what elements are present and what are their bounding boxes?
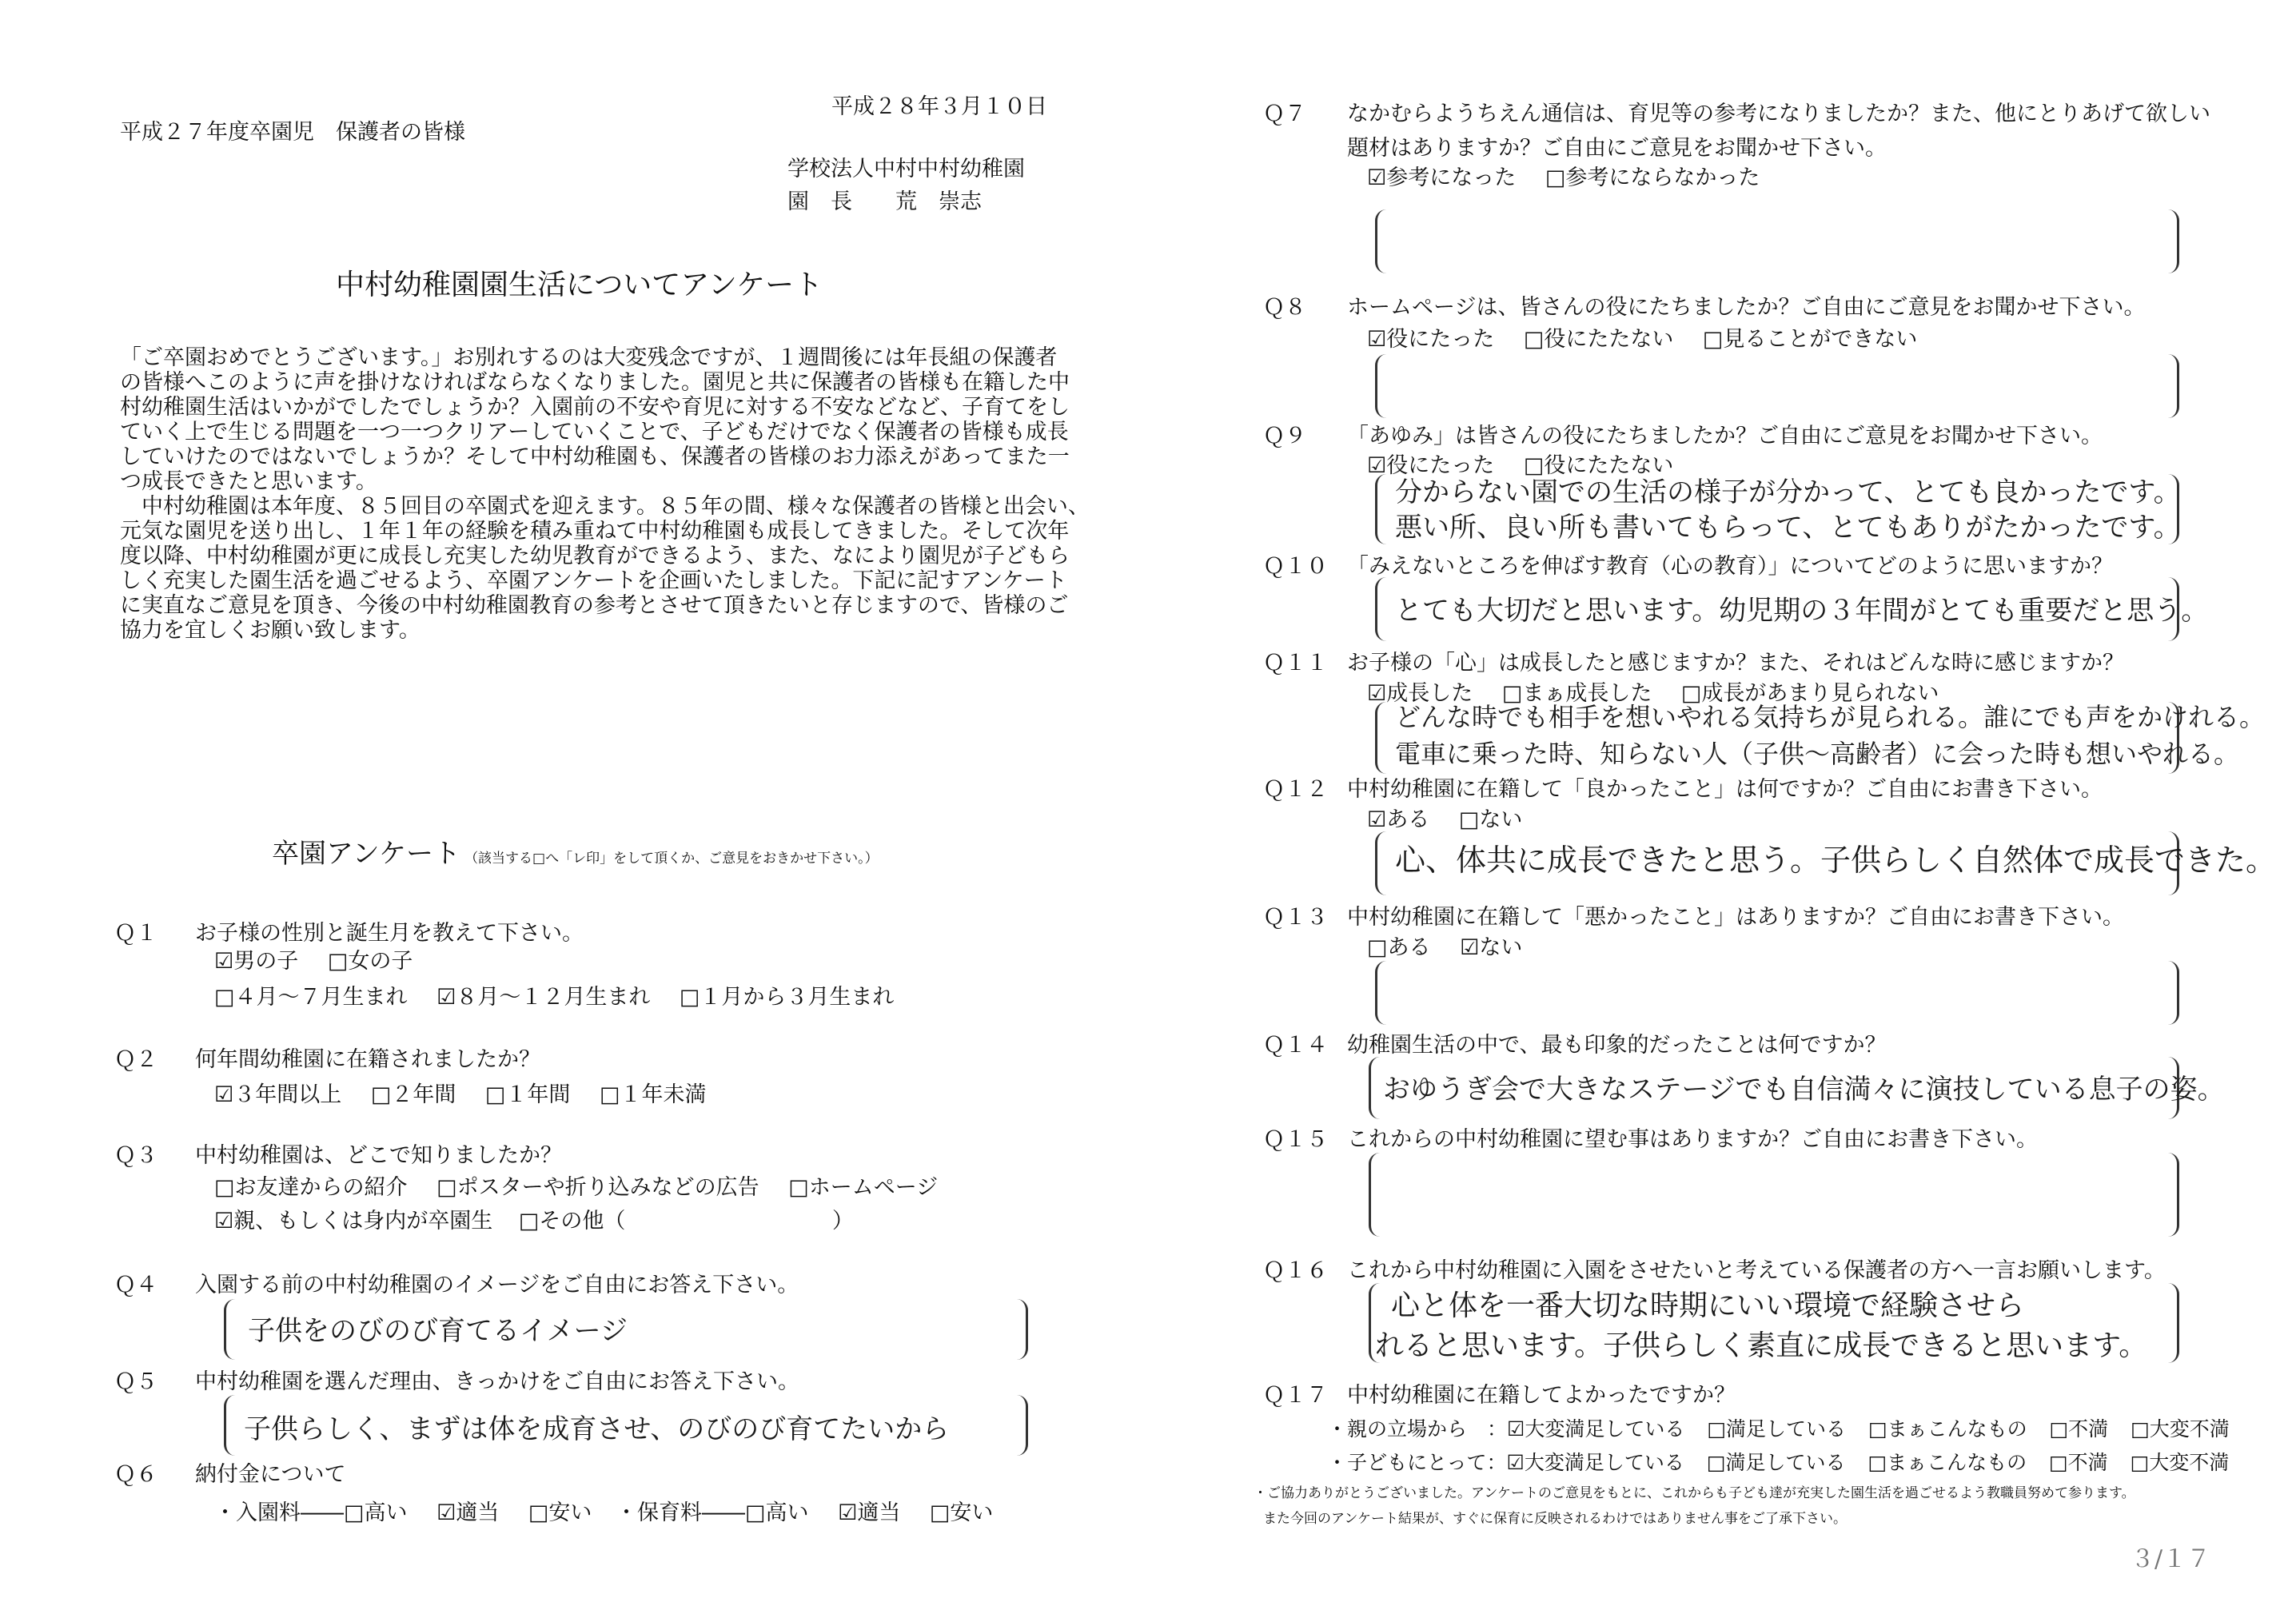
q13-text: 中村幼稚園に在籍して「悪かったこと」はありますか？ご自由にお書き下さい。: [1347, 905, 2124, 930]
option-checkbox[interactable]: ☑８月～１２月生まれ: [436, 985, 651, 1010]
q7-text: なかむらようちえん通信は、育児等の参考になりましたか？また、他にとりあげて欲しい: [1347, 102, 2210, 126]
intro-line: ていく上で生じる問題を一つ一つクリアーしていくことで、子どもだけでなく保護者の皆様も成長: [120, 420, 1069, 444]
q6-entrance-fee: [214, 1495, 614, 1526]
q2-text: 何年間幼稚園に在籍されましたか？: [195, 1047, 540, 1072]
intro-text: [120, 345, 1090, 643]
q16-text: これから中村幼稚園に入園をさせたいと考えている保護者の方へ一言お願いします。: [1347, 1258, 2166, 1283]
q1-options-birth: [214, 979, 916, 1010]
q11-text: お子様の「心」は成長したと感じますか？また、それはどんな時に感じますか？: [1347, 651, 2124, 675]
option-checkbox[interactable]: ・親の立場から ：☑大変満足している: [1327, 1417, 1685, 1441]
option-checkbox[interactable]: ☑役にたった: [1367, 327, 1495, 352]
survey-heading: [272, 831, 879, 871]
q12-options: [1367, 802, 1545, 833]
q10-text: 「みえないところを伸ばす教育（心の教育）」についてどのように思いますか？: [1347, 554, 2113, 579]
issue-date: 平成２８年３月１０日: [831, 94, 1047, 119]
q16-number: Ｑ１６: [1263, 1258, 1328, 1283]
survey-note: （該当する□へ「レ印」をして頂くか、ご意見をおきかせ下さい。）: [464, 851, 879, 867]
q10-answer: とても大切だと思います。幼児期の３年間がとても重要だと思う。: [1395, 595, 2209, 627]
principal-name: 園 長 荒 崇志: [787, 189, 982, 214]
intro-line: 度以降、中村幼稚園が更に成長し充実した幼児教育ができるよう、また、なにより園児が子どもら: [120, 544, 1070, 568]
option-checkbox[interactable]: □まぁこんなもの: [1867, 1417, 2027, 1441]
intro-line: の皆様へこのように声を掛けなければならなくなりました。園児と共に保護者の皆様も在籍した中: [120, 370, 1070, 395]
footer-thanks: ・ご協力ありがとうございました。アンケートのご意見をもとに、これからも子ども達が充実した園生活を過ごせるよう教職員努めて参ります。: [1254, 1485, 2135, 1501]
footer-notice: また今回のアンケート結果が、すぐに保育に反映されるわけではありません事をご了承下さい。: [1263, 1511, 1847, 1527]
q8-text: ホームページは、皆さんの役にたちましたか？ご自由にご意見をお聞かせ下さい。: [1347, 295, 2146, 320]
option-checkbox[interactable]: □２年間: [370, 1082, 456, 1107]
option-checkbox[interactable]: □大変不満: [2131, 1417, 2230, 1441]
intro-line: に実直なご意見を頂き、今後の中村幼稚園教育の参考とさせて頂きたいと存じますので、皆様のご: [120, 593, 1069, 618]
q5-text: 中村幼稚園を選んだ理由、きっかけをご自由にお答え下さい。: [195, 1369, 799, 1394]
q2-options: [214, 1077, 729, 1108]
option-checkbox[interactable]: □まぁ成長した: [1501, 681, 1652, 706]
q10-number: Ｑ１０: [1263, 554, 1328, 579]
q14-answer: おゆうぎ会で大きなステージでも自信満々に演技している息子の姿。: [1383, 1074, 2225, 1106]
intro-line: 「ご卒園おめでとうございます。」お別れするのは大変残念ですが、１週間後には年長組の保護者: [120, 345, 1058, 370]
q9-answer-line1: 分からない園での生活の様子が分かって、とても良かったです。: [1395, 476, 2181, 508]
q5-number: Ｑ５: [114, 1369, 157, 1394]
q4-number: Ｑ４: [114, 1273, 157, 1297]
option-checkbox[interactable]: □役にたたない: [1523, 327, 1674, 352]
q6-text: 納付金について: [195, 1462, 346, 1487]
q3-options-row1: [214, 1170, 960, 1201]
option-checkbox[interactable]: □安い: [528, 1500, 592, 1525]
option-checkbox[interactable]: ☑ない: [1460, 935, 1523, 960]
handwritten-date-mark: ３/１７: [2131, 1545, 2211, 1573]
option-checkbox[interactable]: ☑３年間以上: [214, 1082, 342, 1107]
q2-number: Ｑ２: [114, 1047, 157, 1072]
option-checkbox[interactable]: □４月～７月生まれ: [214, 985, 408, 1010]
option-checkbox[interactable]: □ある: [1367, 935, 1431, 960]
q12-text: 中村幼稚園に在籍して「良かったこと」は何ですか？ご自由にお書き下さい。: [1347, 777, 2103, 802]
intro-line: つ成長できたと思います。: [120, 469, 377, 494]
option-checkbox[interactable]: ☑参考になった: [1367, 165, 1517, 190]
option-checkbox[interactable]: ・入園料――□高い: [214, 1500, 408, 1525]
q7-options: [1367, 160, 1782, 191]
option-checkbox[interactable]: ・子どもにとって：☑大変満足している: [1327, 1451, 1684, 1474]
option-checkbox[interactable]: □大変不満: [2130, 1451, 2230, 1474]
q1-number: Ｑ１: [114, 921, 157, 946]
option-checkbox[interactable]: ☑適当: [838, 1500, 901, 1525]
q13-answer-box[interactable]: [1375, 961, 2179, 1025]
q6-tuition-fee: [616, 1495, 1015, 1526]
option-checkbox[interactable]: □満足している: [1707, 1417, 1846, 1441]
option-checkbox[interactable]: □女の子: [327, 949, 413, 974]
option-checkbox[interactable]: □見ることができない: [1702, 327, 1918, 352]
q9-answer-line2: 悪い所、良い所も書いてもらって、とてもありがたかったです。: [1395, 512, 2181, 544]
q16-answer-line2: れると思います。子供らしく素直に成長できると思います。: [1375, 1329, 2148, 1362]
q16-answer-line1: 心と体を一番大切な時期にいい環境で経験させら: [1391, 1289, 2025, 1322]
option-checkbox[interactable]: ☑ある: [1367, 807, 1430, 832]
option-checkbox[interactable]: □その他（: [518, 1209, 626, 1233]
q13-number: Ｑ１３: [1263, 905, 1328, 930]
addressee: 平成２７年度卒園児 保護者の皆様: [120, 120, 465, 145]
survey-title: 卒園アンケート: [272, 838, 460, 870]
q8-number: Ｑ８: [1263, 295, 1306, 320]
intro-line: しく充実した園生活を過ごせるよう、卒園アンケートを企画いたしました。下記に記すアンケート: [120, 568, 1067, 593]
option-checkbox[interactable]: □参考にならなかった: [1545, 165, 1760, 190]
q17-parent-options: [1327, 1413, 2230, 1442]
q9-text: 「あゆみ」は皆さんの役にたちましたか？ご自由にご意見をお聞かせ下さい。: [1347, 424, 2103, 448]
q7-answer-box[interactable]: [1375, 209, 2179, 273]
q7-number: Ｑ７: [1263, 102, 1306, 126]
school-name: 学校法人中村中村幼稚園: [787, 157, 1025, 181]
option-checkbox[interactable]: ・保育料――□高い: [616, 1500, 809, 1525]
option-checkbox[interactable]: □まぁこんなもの: [1867, 1451, 2027, 1474]
intro-line: 村幼稚園生活はいかがでしたでしょうか？入園前の不安や育児に対する不安などなど、子育てをし: [120, 395, 1070, 420]
q7-text-2: 題材はありますか？ご自由にご意見をお聞かせ下さい。: [1347, 136, 1887, 161]
page-title: 中村幼稚園園生活についてアンケート: [336, 269, 823, 301]
option-checkbox[interactable]: ☑成長した: [1367, 681, 1473, 706]
option-checkbox[interactable]: □ホームページ: [788, 1175, 939, 1200]
other-close-paren: ）: [831, 1209, 854, 1233]
option-checkbox[interactable]: □ポスターや折り込みなどの広告: [436, 1175, 759, 1200]
q11-answer-line2: 電車に乗った時、知らない人（子供～高齢者）に会った時も想いやれる。: [1395, 739, 2240, 769]
q17-child-options: [1327, 1447, 2229, 1476]
option-checkbox[interactable]: ☑適当: [436, 1500, 500, 1525]
q4-text: 入園する前の中村幼稚園のイメージをご自由にお答え下さい。: [195, 1273, 799, 1297]
option-checkbox[interactable]: □１年間: [484, 1082, 571, 1107]
intro-line: 協力を宜しくお願い致します。: [120, 618, 421, 643]
q17-number: Ｑ１７: [1263, 1383, 1328, 1408]
option-checkbox[interactable]: □１月から３月生まれ: [679, 985, 895, 1010]
option-checkbox[interactable]: □安い: [929, 1500, 994, 1525]
option-checkbox[interactable]: □お友達からの紹介: [214, 1175, 408, 1200]
option-checkbox[interactable]: □満足している: [1706, 1451, 1846, 1474]
q11-answer-line1: どんな時でも相手を想いやれる気持ちが見られる。誰にでも声をかけれる。: [1395, 702, 2266, 732]
q14-text: 幼稚園生活の中で、最も印象的だったことは何ですか？: [1347, 1033, 1887, 1058]
q1-text: お子様の性別と誕生月を教えて下さい。: [195, 921, 584, 946]
q11-number: Ｑ１１: [1263, 651, 1328, 675]
q9-number: Ｑ９: [1263, 424, 1306, 448]
option-checkbox[interactable]: ☑男の子: [214, 949, 299, 974]
q1-options-gender: [214, 943, 435, 974]
q3-options-row2: [214, 1203, 854, 1234]
intro-line: していけたのではないでしょうか？そして中村幼稚園も、保護者の皆様のお力添えがあってまた一: [120, 444, 1070, 469]
q17-text: 中村幼稚園に在籍してよかったですか？: [1347, 1383, 1736, 1408]
q8-answer-box[interactable]: [1375, 354, 2179, 418]
q4-answer: 子供をのびのび育てるイメージ: [248, 1315, 628, 1347]
q12-number: Ｑ１２: [1263, 777, 1328, 802]
option-checkbox[interactable]: □ない: [1458, 807, 1523, 832]
option-checkbox[interactable]: □１年未満: [600, 1082, 707, 1107]
option-checkbox[interactable]: □不満: [2049, 1451, 2108, 1474]
q5-answer: 子供らしく、まずは体を成育させ、のびのび育てたいから: [244, 1413, 950, 1445]
q12-answer: 心、体共に成長できたと思う。子供らしく自然体で成長できた。: [1395, 843, 2277, 878]
option-checkbox[interactable]: ☑親、もしくは身内が卒園生: [214, 1209, 493, 1233]
q8-options: [1367, 321, 1939, 353]
intro-line: 元気な園児を送り出し、１年１年の経験を積み重ねて中村幼稚園も成長してきました。そして次年: [120, 519, 1070, 544]
option-checkbox[interactable]: ☑役にたった: [1367, 453, 1495, 478]
q15-text: これからの中村幼稚園に望む事はありますか？ご自由にお書き下さい。: [1347, 1127, 2038, 1152]
q3-number: Ｑ３: [114, 1143, 157, 1168]
q15-answer-box[interactable]: [1369, 1153, 2179, 1237]
intro-line: 中村幼稚園は本年度、８５回目の卒園式を迎えます。８５年の間、様々な保護者の皆様と出会い、: [120, 494, 1090, 519]
q13-options: [1367, 930, 1545, 961]
q3-text: 中村幼稚園は、どこで知りましたか？: [195, 1143, 562, 1168]
q15-number: Ｑ１５: [1263, 1127, 1328, 1152]
option-checkbox[interactable]: □不満: [2049, 1417, 2109, 1441]
option-checkbox[interactable]: □役にたたない: [1523, 453, 1674, 478]
q6-number: Ｑ６: [114, 1462, 157, 1487]
option-checkbox[interactable]: □成長があまり見られない: [1680, 681, 1939, 706]
q14-number: Ｑ１４: [1263, 1033, 1328, 1058]
